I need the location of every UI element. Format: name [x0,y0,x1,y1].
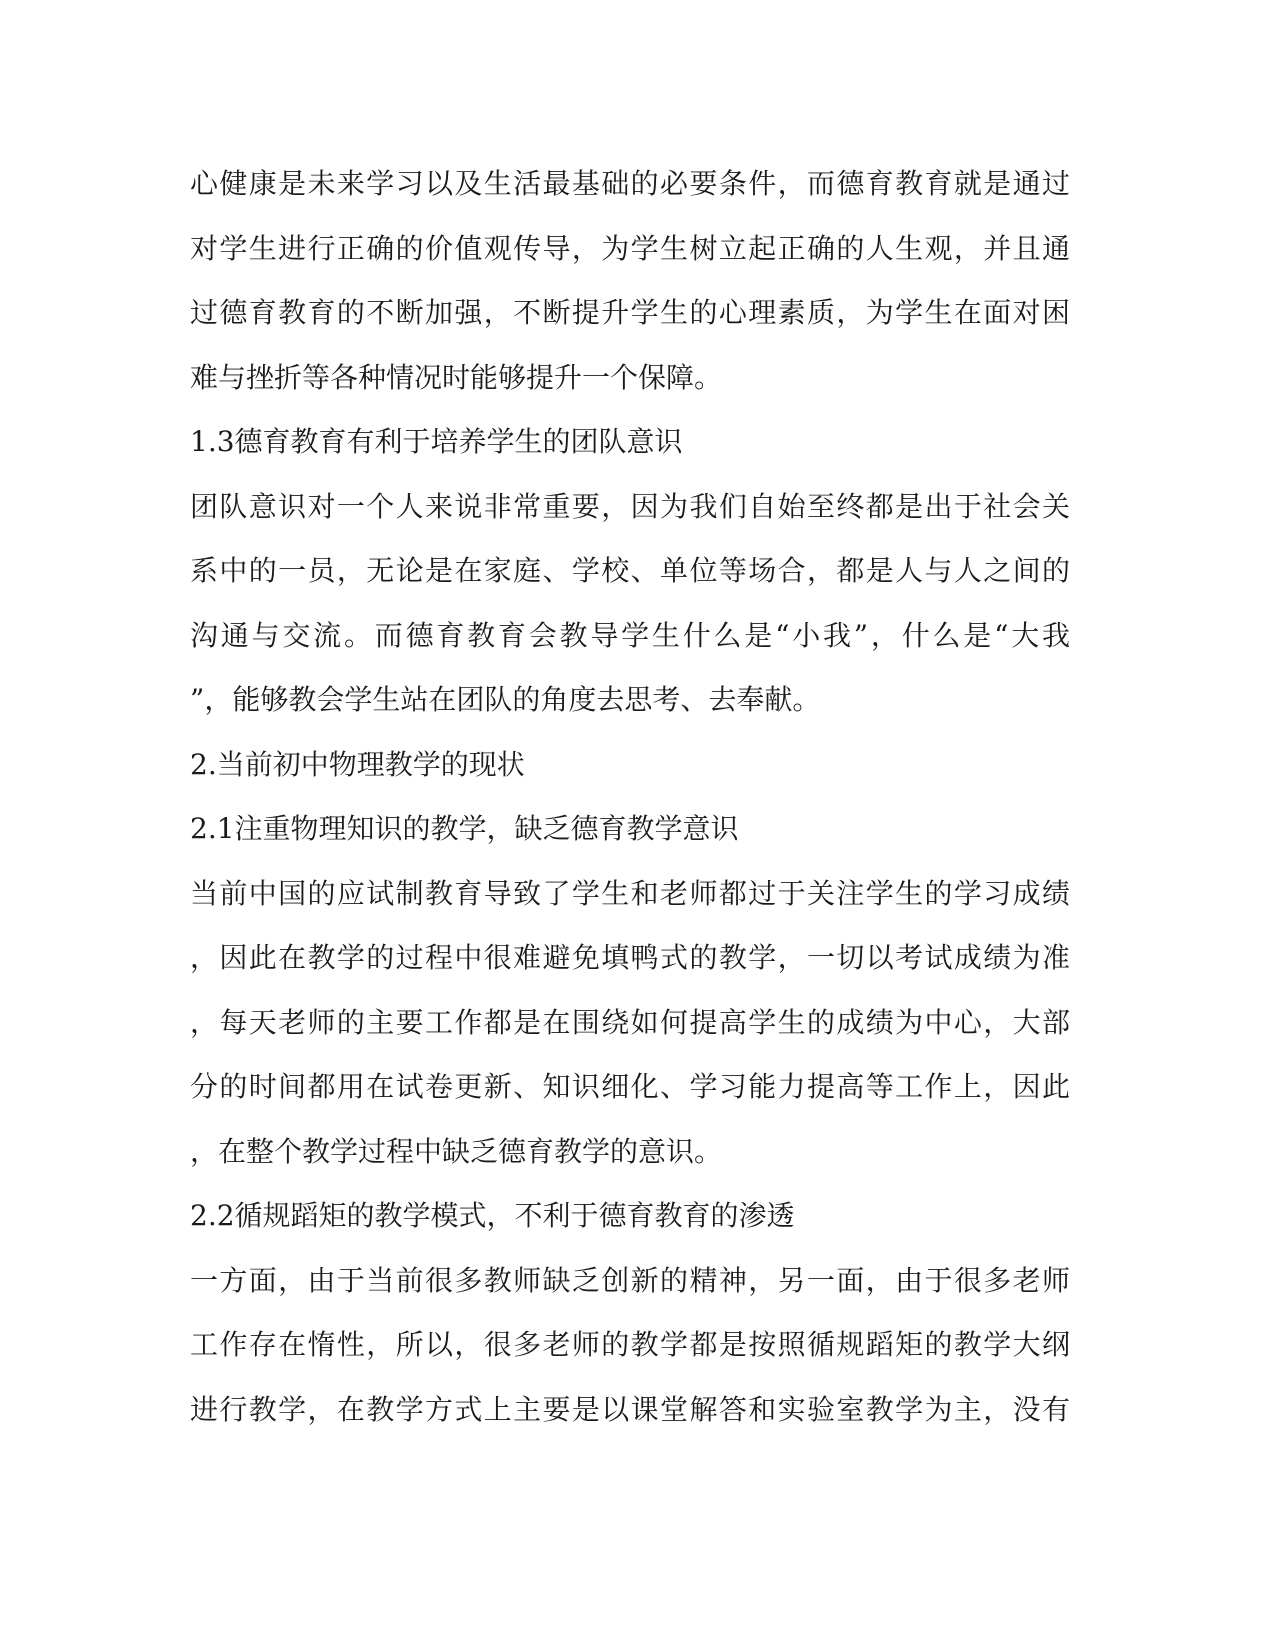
text-line: 一方面，由于当前很多教师缺乏创新的精神，另一面，由于很多老师 [190,1263,1070,1297]
section-heading: 2.2循规蹈矩的教学模式，不利于德育教育的渗透 [190,1199,795,1232]
text-line: 心健康是未来学习以及生活最基础的必要条件，而德育教育就是通过 [190,167,1070,200]
text-line: 系中的一员，无论是在家庭、学校、单位等场合，都是人与人之间的 [190,554,1070,587]
section-heading: 2.1注重物理知识的教学，缺乏德育教学意识 [190,812,739,845]
text-line: 工作存在惰性，所以，很多老师的教学都是按照循规蹈矩的教学大纲 [190,1328,1070,1361]
body-text [190,152,1070,1442]
text-line: ，在整个教学过程中缺乏德育教学的意识。 [190,1134,723,1168]
text-line: 对学生进行正确的价值观传导，为学生树立起正确的人生观，并且通 [190,231,1070,265]
text-line: 当前中国的应试制教育导致了学生和老师都过于关注学生的学习成绩 [190,876,1070,910]
text-line: 过德育教育的不断加强，不断提升学生的心理素质，为学生在面对困 [190,296,1070,329]
text-line: ，因此在教学的过程中很难避免填鸭式的教学，一切以考试成绩为准 [190,941,1070,974]
text-line: 沟通与交流。而德育教育会教导学生什么是“小我”，什么是“大我 [190,618,1070,652]
text-line: ，每天老师的主要工作都是在围绕如何提高学生的成绩为中心，大部 [190,1005,1070,1039]
text-line: 团队意识对一个人来说非常重要，因为我们自始至终都是出于社会关 [190,489,1070,523]
text-line: ”，能够教会学生站在团队的角度去思考、去奉献。 [190,683,821,716]
text-line: 分的时间都用在试卷更新、知识细化、学习能力提高等工作上，因此 [190,1070,1070,1103]
text-line: 难与挫折等各种情况时能够提升一个保障。 [190,360,723,394]
section-heading: 1.3德育教育有利于培养学生的团队意识 [190,425,683,458]
text-line: 进行教学，在教学方式上主要是以课堂解答和实验室教学为主，没有 [190,1392,1070,1426]
section-heading: 2.当前初中物理教学的现状 [190,747,525,781]
